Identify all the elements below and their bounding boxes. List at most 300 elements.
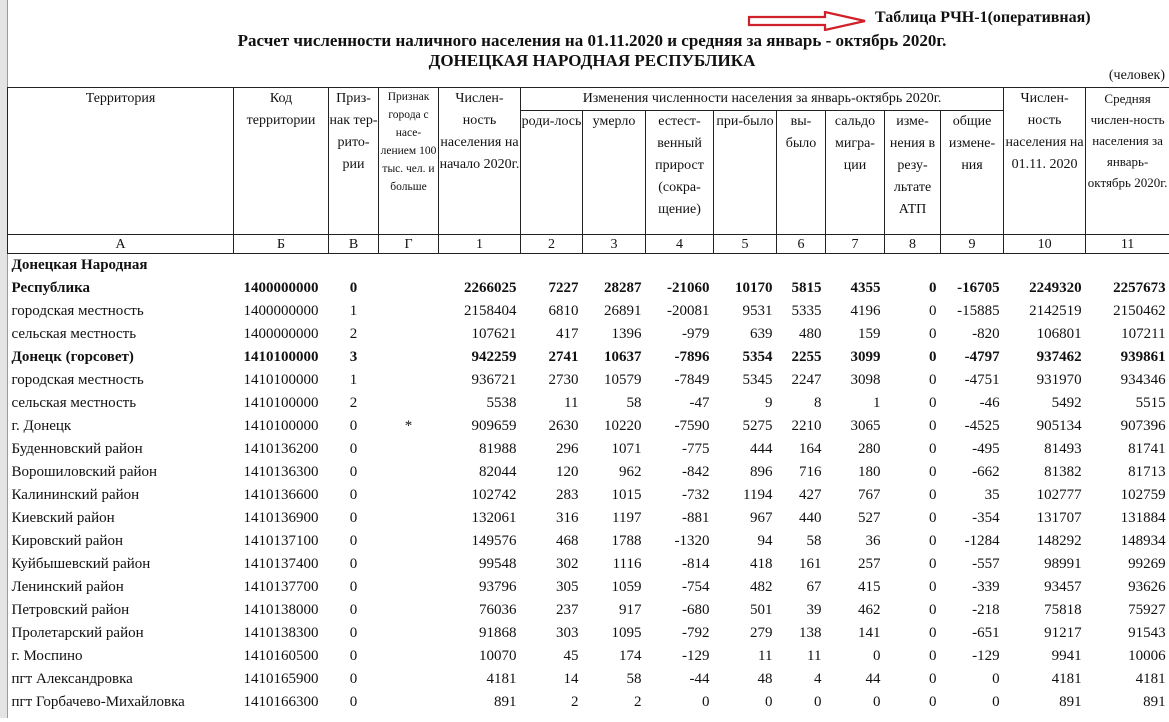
value-cell: -129 [941, 645, 1004, 668]
value-cell: -339 [941, 576, 1004, 599]
territory-flag-cell: 0 [329, 622, 379, 645]
table-row [8, 300, 1169, 323]
value-cell: 1197 [583, 507, 646, 530]
value-cell: 716 [777, 461, 826, 484]
value-cell: 3065 [826, 415, 885, 438]
column-index: 3 [583, 235, 646, 254]
value-cell: 6810 [521, 300, 583, 323]
value-cell: 28287 [583, 277, 646, 300]
value-cell: 131884 [1086, 507, 1169, 530]
value-cell: -218 [941, 599, 1004, 622]
value-cell: 0 [941, 691, 1004, 714]
territory-name-cell: Петровский район [8, 599, 234, 622]
value-cell: 0 [885, 622, 941, 645]
value-cell: -754 [646, 576, 714, 599]
column-index: 11 [1086, 235, 1169, 254]
column-index: 8 [885, 235, 941, 254]
value-cell: 931970 [1004, 369, 1086, 392]
value-cell: 75927 [1086, 599, 1169, 622]
value-cell: 305 [521, 576, 583, 599]
value-cell: 939861 [1086, 346, 1169, 369]
city-flag-cell [379, 645, 439, 668]
value-cell: 279 [714, 622, 777, 645]
city-flag-cell [379, 461, 439, 484]
value-cell: 3098 [826, 369, 885, 392]
city-flag-cell [379, 691, 439, 714]
value-cell: 0 [885, 300, 941, 323]
territory-code-cell: 1410136200 [234, 438, 329, 461]
value-cell: 1095 [583, 622, 646, 645]
value-cell: 5515 [1086, 392, 1169, 415]
value-cell: 180 [826, 461, 885, 484]
header-migration-balance: сальдо мигра-ции [826, 111, 885, 235]
value-cell: 0 [826, 691, 885, 714]
value-cell: -651 [941, 622, 1004, 645]
value-cell: -21060 [646, 277, 714, 300]
value-cell: 0 [885, 461, 941, 484]
territory-name-cell: городская местность [8, 300, 234, 323]
value-cell: 93626 [1086, 576, 1169, 599]
value-cell: 0 [777, 691, 826, 714]
value-cell: 149576 [439, 530, 521, 553]
value-cell: 44 [826, 668, 885, 691]
value-cell: 5492 [1004, 392, 1086, 415]
value-cell: 99548 [439, 553, 521, 576]
value-cell: 942259 [439, 346, 521, 369]
value-cell: 58 [583, 392, 646, 415]
table-row [8, 622, 1169, 645]
column-index: 10 [1004, 235, 1086, 254]
value-cell: -7896 [646, 346, 714, 369]
header-total-changes: общие измене-ния [941, 111, 1004, 235]
table-row [8, 576, 1169, 599]
value-cell: -4751 [941, 369, 1004, 392]
column-index: 9 [941, 235, 1004, 254]
value-cell: 1116 [583, 553, 646, 576]
value-cell: 10170 [714, 277, 777, 300]
value-cell: 11 [714, 645, 777, 668]
territory-name-cell: Киевский район [8, 507, 234, 530]
value-cell: 316 [521, 507, 583, 530]
value-cell: 14 [521, 668, 583, 691]
value-cell: 132061 [439, 507, 521, 530]
header-code: Код территории [234, 88, 329, 235]
value-cell: 480 [777, 323, 826, 346]
value-cell: 967 [714, 507, 777, 530]
territory-flag-cell: 0 [329, 645, 379, 668]
value-cell: 303 [521, 622, 583, 645]
value-cell: 1 [826, 392, 885, 415]
value-cell: 1194 [714, 484, 777, 507]
empty-cell [8, 714, 234, 722]
value-cell: 283 [521, 484, 583, 507]
territory-flag-cell: 0 [329, 415, 379, 438]
value-cell: -16705 [941, 277, 1004, 300]
value-cell: 0 [885, 415, 941, 438]
value-cell: 107211 [1086, 323, 1169, 346]
city-flag-cell [379, 346, 439, 369]
value-cell: 0 [885, 277, 941, 300]
value-cell: 905134 [1004, 415, 1086, 438]
value-cell: 10070 [439, 645, 521, 668]
value-cell: 0 [885, 553, 941, 576]
empty-cell [234, 714, 329, 722]
table-row-partial [8, 714, 1169, 722]
value-cell: 527 [826, 507, 885, 530]
column-index: 6 [777, 235, 826, 254]
value-cell: 5335 [777, 300, 826, 323]
value-cell: 91217 [1004, 622, 1086, 645]
territory-code-cell: 1410136600 [234, 484, 329, 507]
table-row [8, 645, 1169, 668]
value-cell [714, 254, 777, 278]
value-cell: -662 [941, 461, 1004, 484]
value-cell: 102759 [1086, 484, 1169, 507]
value-cell: 4 [777, 668, 826, 691]
empty-cell [885, 714, 941, 722]
header-territory-flag: Приз-нак тер-рито-рии [329, 88, 379, 235]
value-cell: 0 [826, 645, 885, 668]
empty-cell [329, 714, 379, 722]
value-cell: 4181 [1086, 668, 1169, 691]
territory-name-cell: Калининский район [8, 484, 234, 507]
column-index: 5 [714, 235, 777, 254]
value-cell: 0 [885, 576, 941, 599]
value-cell: 99269 [1086, 553, 1169, 576]
value-cell: 1788 [583, 530, 646, 553]
territory-flag-cell: 0 [329, 599, 379, 622]
value-cell: 891 [1004, 691, 1086, 714]
value-cell: 2247 [777, 369, 826, 392]
city-flag-cell [379, 507, 439, 530]
value-cell: -814 [646, 553, 714, 576]
city-flag-cell [379, 484, 439, 507]
territory-name-cell: сельская местность [8, 323, 234, 346]
value-cell: -129 [646, 645, 714, 668]
value-cell: 0 [885, 369, 941, 392]
territory-code-cell: 1410165900 [234, 668, 329, 691]
value-cell: 0 [885, 346, 941, 369]
territory-name-cell: пгт Горбачево-Михайловка [8, 691, 234, 714]
value-cell: 35 [941, 484, 1004, 507]
value-cell: -979 [646, 323, 714, 346]
territory-code-cell: 1410136300 [234, 461, 329, 484]
territory-code-cell: 1410137700 [234, 576, 329, 599]
empty-cell [521, 714, 583, 722]
territory-name-cell: сельская местность [8, 392, 234, 415]
territory-name-cell: Донецк (горсовет) [8, 346, 234, 369]
territory-code-cell: 1410138300 [234, 622, 329, 645]
territory-name-cell: Республика [8, 277, 234, 300]
document-subtitle: ДОНЕЦКАЯ НАРОДНАЯ РЕСПУБЛИКА [7, 51, 1169, 71]
value-cell: 0 [714, 691, 777, 714]
table-row [8, 599, 1169, 622]
territory-flag-cell [329, 254, 379, 278]
value-cell: 937462 [1004, 346, 1086, 369]
empty-cell [941, 714, 1004, 722]
value-cell: 917 [583, 599, 646, 622]
value-cell: 10220 [583, 415, 646, 438]
value-cell: 444 [714, 438, 777, 461]
header-pop-start: Числен-ность населения на начало 2020г. [439, 88, 521, 235]
value-cell: 934346 [1086, 369, 1169, 392]
table-row [8, 553, 1169, 576]
value-cell: -557 [941, 553, 1004, 576]
value-cell: 5815 [777, 277, 826, 300]
value-cell: 482 [714, 576, 777, 599]
value-cell: 10006 [1086, 645, 1169, 668]
value-cell: -1320 [646, 530, 714, 553]
territory-code-cell: 1410136900 [234, 507, 329, 530]
territory-flag-cell: 0 [329, 691, 379, 714]
value-cell: 3099 [826, 346, 885, 369]
city-flag-cell [379, 392, 439, 415]
empty-cell [714, 714, 777, 722]
value-cell: 81382 [1004, 461, 1086, 484]
value-cell: 2266025 [439, 277, 521, 300]
value-cell: 141 [826, 622, 885, 645]
column-index-row [8, 235, 1169, 254]
value-cell: 76036 [439, 599, 521, 622]
column-index: 4 [646, 235, 714, 254]
value-cell: 5275 [714, 415, 777, 438]
value-cell: 10637 [583, 346, 646, 369]
value-cell: 2150462 [1086, 300, 1169, 323]
header-pop-end: Числен-ность населения на 01.11. 2020 [1004, 88, 1086, 235]
header-territory: Территория [8, 88, 234, 235]
value-cell: 4181 [439, 668, 521, 691]
value-cell: 909659 [439, 415, 521, 438]
table-row [8, 691, 1169, 714]
header-departed: вы-было [777, 111, 826, 235]
empty-cell [583, 714, 646, 722]
city-flag-cell [379, 530, 439, 553]
value-cell: 0 [885, 323, 941, 346]
table-row [8, 392, 1169, 415]
territory-name-cell: Донецкая Народная [8, 254, 234, 278]
value-cell: 0 [885, 668, 941, 691]
table-row [8, 323, 1169, 346]
value-cell: 962 [583, 461, 646, 484]
value-cell: 2249320 [1004, 277, 1086, 300]
territory-flag-cell: 3 [329, 346, 379, 369]
value-cell: 891 [439, 691, 521, 714]
territory-name-cell: Куйбышевский район [8, 553, 234, 576]
city-flag-cell [379, 438, 439, 461]
territory-name-cell: пгт Александровка [8, 668, 234, 691]
column-index: 1 [439, 235, 521, 254]
value-cell: 11 [521, 392, 583, 415]
value-cell: 102742 [439, 484, 521, 507]
territory-flag-cell: 2 [329, 392, 379, 415]
territory-flag-cell: 0 [329, 484, 379, 507]
value-cell: 2210 [777, 415, 826, 438]
value-cell: 1396 [583, 323, 646, 346]
city-flag-cell [379, 622, 439, 645]
value-cell: 93457 [1004, 576, 1086, 599]
value-cell: 5538 [439, 392, 521, 415]
value-cell [941, 254, 1004, 278]
value-cell: 0 [885, 691, 941, 714]
city-flag-cell [379, 300, 439, 323]
value-cell: -4525 [941, 415, 1004, 438]
value-cell: 106801 [1004, 323, 1086, 346]
value-cell: -46 [941, 392, 1004, 415]
value-cell: 2257673 [1086, 277, 1169, 300]
value-cell: 418 [714, 553, 777, 576]
value-cell: 120 [521, 461, 583, 484]
value-cell: 468 [521, 530, 583, 553]
value-cell [777, 254, 826, 278]
red-arrow-icon [747, 11, 867, 31]
empty-cell [439, 714, 521, 722]
territory-flag-cell: 1 [329, 300, 379, 323]
empty-cell [826, 714, 885, 722]
territory-flag-cell: 0 [329, 277, 379, 300]
value-cell: -842 [646, 461, 714, 484]
value-cell: 58 [583, 668, 646, 691]
city-flag-cell [379, 254, 439, 278]
territory-name-cell: Кировский район [8, 530, 234, 553]
value-cell: 0 [885, 645, 941, 668]
value-cell [826, 254, 885, 278]
value-cell: 9941 [1004, 645, 1086, 668]
territory-code-cell: 1400000000 [234, 323, 329, 346]
territory-code-cell: 1410100000 [234, 392, 329, 415]
table-row [8, 277, 1169, 300]
value-cell [521, 254, 583, 278]
value-cell: 427 [777, 484, 826, 507]
territory-code-cell: 1400000000 [234, 300, 329, 323]
header-died: умерло [583, 111, 646, 235]
value-cell [646, 254, 714, 278]
value-cell: -44 [646, 668, 714, 691]
empty-cell [646, 714, 714, 722]
value-cell: 296 [521, 438, 583, 461]
value-cell: 0 [885, 599, 941, 622]
city-flag-cell [379, 668, 439, 691]
document-title-area [7, 0, 1169, 87]
table-row [8, 484, 1169, 507]
table-row [8, 346, 1169, 369]
value-cell: -4797 [941, 346, 1004, 369]
value-cell: 81493 [1004, 438, 1086, 461]
table-row [8, 507, 1169, 530]
value-cell: 8 [777, 392, 826, 415]
territory-code-cell [234, 254, 329, 278]
territory-code-cell: 1410100000 [234, 369, 329, 392]
value-cell: 0 [885, 392, 941, 415]
value-cell: 907396 [1086, 415, 1169, 438]
value-cell: 10579 [583, 369, 646, 392]
territory-code-cell: 1400000000 [234, 277, 329, 300]
value-cell: 440 [777, 507, 826, 530]
value-cell: 462 [826, 599, 885, 622]
territory-code-cell: 1410166300 [234, 691, 329, 714]
value-cell: 0 [885, 438, 941, 461]
header-changes-group: Изменения численности населения за январь-октябрь 2020г. [521, 88, 1004, 111]
value-cell: 81713 [1086, 461, 1169, 484]
value-cell: 417 [521, 323, 583, 346]
value-cell: 7227 [521, 277, 583, 300]
value-cell: 131707 [1004, 507, 1086, 530]
value-cell: 4181 [1004, 668, 1086, 691]
value-cell [1086, 254, 1169, 278]
city-flag-cell [379, 277, 439, 300]
value-cell: 5354 [714, 346, 777, 369]
value-cell: 159 [826, 323, 885, 346]
value-cell: 94 [714, 530, 777, 553]
value-cell: 48 [714, 668, 777, 691]
header-born: роди-лось [521, 111, 583, 235]
territory-code-cell: 1410137400 [234, 553, 329, 576]
value-cell: 93796 [439, 576, 521, 599]
value-cell: 91868 [439, 622, 521, 645]
value-cell: 11 [777, 645, 826, 668]
value-cell: -354 [941, 507, 1004, 530]
value-cell: 161 [777, 553, 826, 576]
value-cell: 1059 [583, 576, 646, 599]
value-cell: 82044 [439, 461, 521, 484]
territory-code-cell: 1410160500 [234, 645, 329, 668]
table-row [8, 254, 1169, 278]
value-cell: 0 [885, 484, 941, 507]
value-cell: 91543 [1086, 622, 1169, 645]
value-cell [583, 254, 646, 278]
value-cell: 67 [777, 576, 826, 599]
value-cell: -732 [646, 484, 714, 507]
value-cell: 2 [521, 691, 583, 714]
value-cell [885, 254, 941, 278]
value-cell: 415 [826, 576, 885, 599]
territory-name-cell: Буденновский район [8, 438, 234, 461]
value-cell: 138 [777, 622, 826, 645]
territory-name-cell: г. Донецк [8, 415, 234, 438]
value-cell: 26891 [583, 300, 646, 323]
value-cell: 0 [646, 691, 714, 714]
value-cell: 896 [714, 461, 777, 484]
value-cell: 102777 [1004, 484, 1086, 507]
territory-name-cell: г. Моспино [8, 645, 234, 668]
territory-name-cell: Ворошиловский район [8, 461, 234, 484]
empty-cell [379, 714, 439, 722]
header-natural-growth: естест-венный прирост (сокра-щение) [646, 111, 714, 235]
city-flag-cell [379, 323, 439, 346]
value-cell: 58 [777, 530, 826, 553]
value-cell: 2255 [777, 346, 826, 369]
value-cell: 75818 [1004, 599, 1086, 622]
value-cell: 81988 [439, 438, 521, 461]
value-cell: 36 [826, 530, 885, 553]
city-flag-cell [379, 553, 439, 576]
table-row [8, 415, 1169, 438]
territory-flag-cell: 0 [329, 530, 379, 553]
header-avg-pop: Средняя числен-ность населения за январь-октябрь 2020г. [1086, 88, 1169, 235]
territory-code-cell: 1410137100 [234, 530, 329, 553]
territory-flag-cell: 0 [329, 553, 379, 576]
territory-flag-cell: 0 [329, 507, 379, 530]
value-cell: 302 [521, 553, 583, 576]
empty-cell [777, 714, 826, 722]
value-cell: -820 [941, 323, 1004, 346]
value-cell: 0 [885, 530, 941, 553]
table-body [8, 254, 1169, 722]
column-index: В [329, 235, 379, 254]
value-cell: 237 [521, 599, 583, 622]
population-table [7, 87, 1169, 722]
value-cell: 2630 [521, 415, 583, 438]
value-cell: 501 [714, 599, 777, 622]
